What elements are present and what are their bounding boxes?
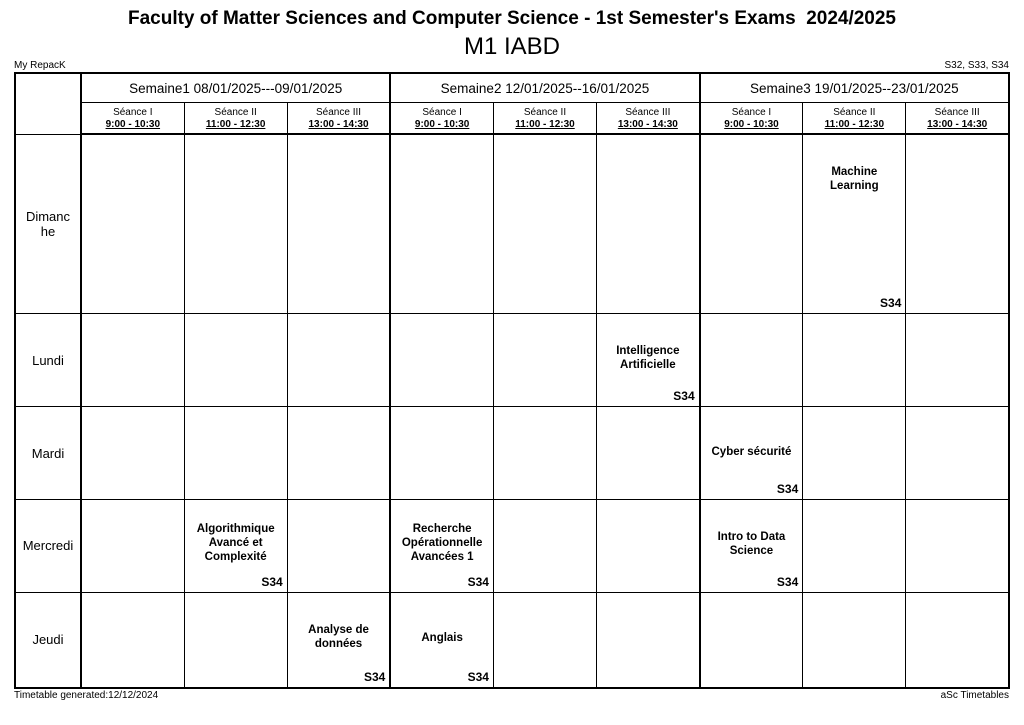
rooms-note: S32, S33, S34 — [944, 60, 1009, 71]
slot-name: Séance I — [113, 106, 153, 118]
slot-header — [184, 103, 287, 135]
slot-time: 11:00 - 12:30 — [515, 118, 575, 130]
exam-room: S34 — [467, 574, 489, 589]
slot-time: 9:00 - 10:30 — [414, 118, 470, 130]
slot-cell — [184, 407, 287, 500]
slot-cell — [287, 407, 390, 500]
slot-cell — [493, 407, 596, 500]
week-header: Semaine2 12/01/2025--16/01/2025 — [390, 73, 699, 103]
day-row — [15, 407, 1009, 500]
slot-cell — [803, 592, 906, 688]
slot-cell — [803, 407, 906, 500]
slot-cell — [597, 592, 700, 688]
slot-header — [493, 103, 596, 135]
slot-cell — [803, 134, 906, 314]
slot-cell — [81, 314, 184, 407]
slot-cell — [906, 592, 1009, 688]
slot-cell — [81, 134, 184, 314]
class-name: M1 IABD — [463, 33, 561, 60]
day-row — [15, 592, 1009, 688]
timetable-body — [15, 134, 1009, 688]
slot-header — [390, 103, 493, 135]
page-title: Faculty of Matter Sciences and Computer Science - 1st Semester's Exams 2024/2025 — [127, 8, 897, 29]
exam-title: Machine Learning — [830, 166, 879, 192]
slot-time: 11:00 - 12:30 — [205, 118, 266, 130]
exam-room: S34 — [880, 296, 902, 311]
day-label — [15, 407, 81, 500]
exam-title: Recherche Opérationnelle Avancées 1 — [401, 522, 483, 563]
corner-cell — [15, 73, 81, 134]
slot-header — [700, 103, 803, 135]
day-label — [15, 499, 81, 592]
slot-header — [803, 103, 906, 135]
slot-cell — [700, 134, 803, 314]
slot-name: Séance II — [833, 106, 876, 118]
exam-room: S34 — [673, 389, 695, 404]
day-label — [15, 592, 81, 688]
slot-cell — [390, 407, 493, 500]
slot-name: Séance II — [523, 106, 567, 118]
slot-cell — [597, 407, 700, 500]
slot-cell — [803, 499, 906, 592]
slot-cell — [700, 592, 803, 688]
slot-cell — [597, 134, 700, 314]
exam-title: Algorithmique Avancé et Complexité — [196, 522, 275, 563]
exam-room: S34 — [467, 670, 489, 684]
slot-time: 13:00 - 14:30 — [927, 118, 988, 130]
slot-header — [906, 103, 1009, 135]
week-header: Semaine1 08/01/2025---09/01/2025 — [81, 73, 390, 103]
day-label-line: Mardi — [31, 445, 65, 461]
slot-cell — [390, 499, 493, 592]
day-label — [15, 314, 81, 407]
exam-room: S34 — [363, 670, 386, 684]
week-header: Semaine3 19/01/2025--23/01/2025 — [700, 73, 1009, 103]
slot-cell — [493, 592, 596, 688]
slot-cell — [493, 314, 596, 407]
slot-cell — [493, 499, 596, 592]
slot-cell — [390, 314, 493, 407]
slot-cell — [184, 314, 287, 407]
day-label-line: Mercredi — [22, 538, 74, 554]
day-label — [15, 134, 81, 314]
slot-cell — [700, 407, 803, 500]
slot-time: 9:00 - 10:30 — [105, 118, 161, 130]
day-label-line: Lundi — [32, 352, 64, 368]
day-label-line: Dimanc — [25, 208, 71, 224]
slot-cell — [803, 314, 906, 407]
slot-cell — [906, 407, 1009, 500]
slot-time: 13:00 - 14:30 — [308, 118, 369, 130]
slot-cell — [906, 499, 1009, 592]
slot-name: Séance I — [422, 106, 462, 118]
slot-cell — [390, 134, 493, 314]
slot-cell — [81, 592, 184, 688]
slot-cell — [906, 134, 1009, 314]
exam-title: Intelligence Artificielle — [616, 345, 680, 372]
day-row — [15, 314, 1009, 407]
author-note: My RepacK — [14, 60, 66, 71]
exam-title: Analyse de données — [308, 623, 369, 650]
slot-name: Séance I — [731, 106, 772, 118]
slot-cell — [597, 314, 700, 407]
slot-time: 11:00 - 12:30 — [824, 118, 885, 130]
slot-name: Séance III — [625, 106, 671, 118]
exam-timetable — [14, 72, 1010, 689]
slot-cell — [597, 499, 700, 592]
slot-cell — [906, 314, 1009, 407]
slot-cell — [700, 314, 803, 407]
slot-cell — [700, 499, 803, 592]
day-row — [15, 134, 1009, 314]
slot-cell — [390, 592, 493, 688]
slot-time: 9:00 - 10:30 — [724, 118, 779, 130]
slot-name: Séance III — [316, 106, 362, 118]
slot-cell — [287, 134, 390, 314]
slot-name: Séance II — [214, 106, 257, 118]
slot-header — [287, 103, 390, 135]
day-row — [15, 499, 1009, 592]
slot-cell — [287, 314, 390, 407]
slot-header — [597, 103, 700, 135]
day-label-line: he — [40, 223, 56, 239]
slot-cell — [184, 499, 287, 592]
exam-title: Anglais — [421, 631, 463, 644]
slot-cell — [81, 499, 184, 592]
slot-cell — [184, 134, 287, 314]
slot-time: 13:00 - 14:30 — [617, 118, 678, 130]
slot-header — [81, 103, 184, 135]
exam-room: S34 — [776, 481, 799, 496]
generated-date: Timetable generated:12/12/2024 — [14, 690, 159, 701]
slot-cell — [493, 134, 596, 314]
exam-room: S34 — [776, 574, 799, 589]
slot-cell — [287, 592, 390, 688]
software-brand: aSc Timetables — [940, 690, 1009, 701]
slot-name: Séance III — [934, 106, 980, 118]
day-label-line: Jeudi — [32, 632, 64, 648]
slot-cell — [184, 592, 287, 688]
slot-cell — [81, 407, 184, 500]
slot-cell — [287, 499, 390, 592]
exam-title: Intro to Data Science — [717, 530, 786, 557]
exam-room: S34 — [261, 574, 283, 589]
exam-title: Cyber sécurité — [711, 446, 792, 459]
